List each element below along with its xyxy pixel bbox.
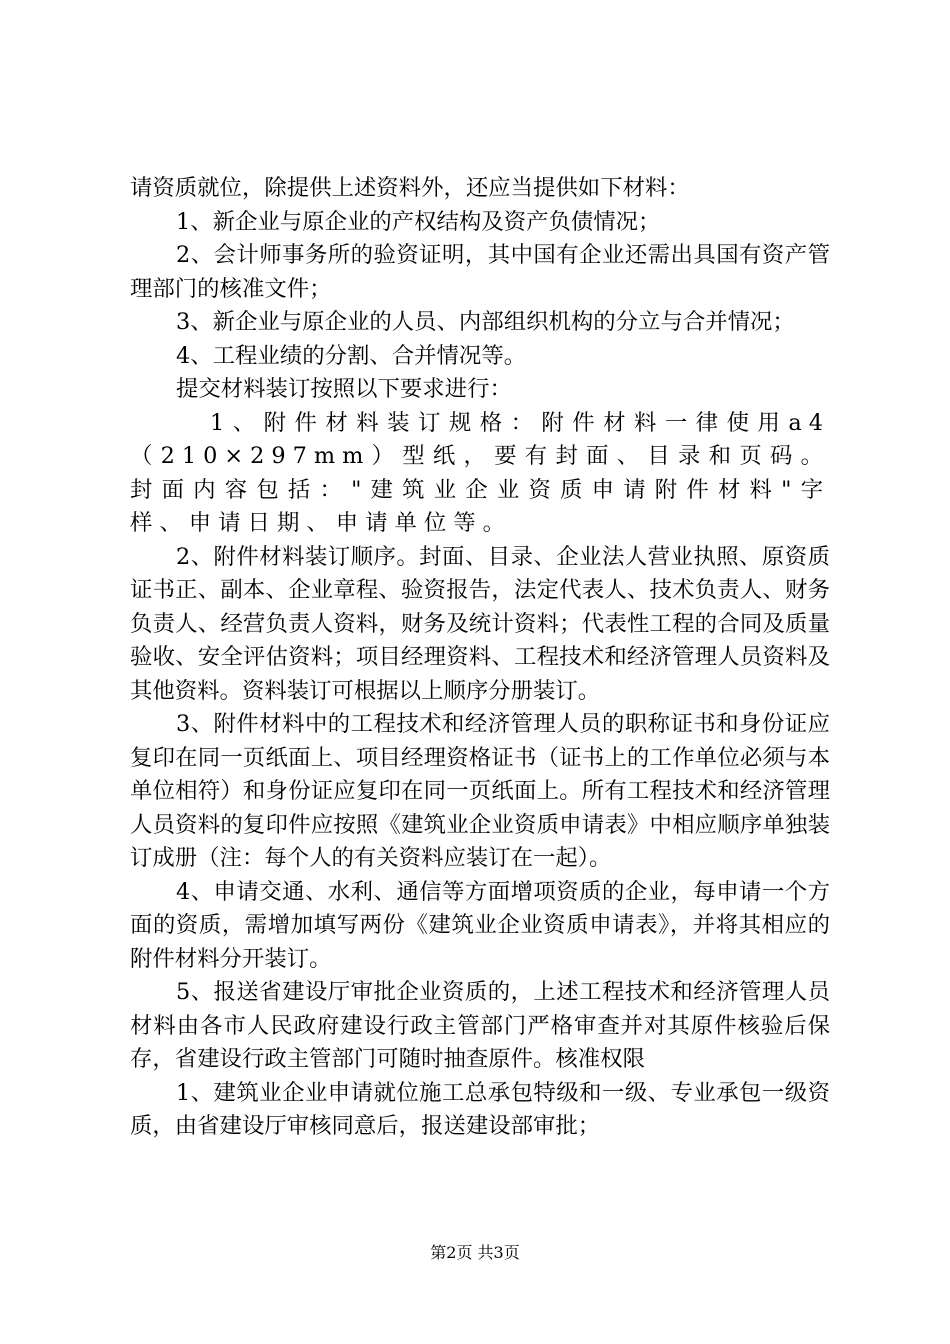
paragraph-continuation: 请资质就位，除提供上述资料外，还应当提供如下材料： xyxy=(130,175,690,201)
paragraph-item-2-capital-verification: 2、会计师事务所的验资证明，其中国有企业还需出具国有资产管理部门的核准文件； xyxy=(130,242,830,302)
paragraph-provincial-review: 5、报送省建设厅审批企业资质的，上述工程技术和经济管理人员材料由各市人民政府建设行政主管部门严格审查并对其原件核验后保存，省建设行政主管部门可随时抽查原件。核准权限 xyxy=(130,979,830,1072)
page-number-footer: 第2页 共3页 xyxy=(430,1243,520,1262)
paragraph-certificate-copies: 3、附件材料中的工程技术和经济管理人员的职称证书和身份证应复印在同一页纸面上、项目经理资格证书（证书上的工作单位必须与本单位相符）和身份证应复印在同一页纸面上。所有工程技术和经济管理人员资料的复印件应按照《建筑业企业资质申请表》中相应顺序单独装订成册（注：每个人的有关资料应装订在一起）。 xyxy=(130,711,830,871)
paragraph-additional-qualifications: 4、申请交通、水利、通信等方面增项资质的企业，每申请一个方面的资质，需增加填写两份《建筑业企业资质申请表》，并将其相应的附件材料分开装订。 xyxy=(130,878,830,972)
paragraph-binding-spec: 1、附件材料装订规格：附件材料一律使用a4（210×297mm）型纸，要有封面、目录和页码。封面内容包括："建筑业企业资质申请附件材料"字样、申请日期、申请单位等。 xyxy=(130,409,830,536)
paragraph-item-1-equity: 1、新企业与原企业的产权结构及资产负债情况； xyxy=(176,208,661,235)
paragraph-item-4-performance: 4、工程业绩的分割、合并情况等。 xyxy=(176,342,527,369)
paragraph-binding-requirements-heading: 提交材料装订按照以下要求进行： xyxy=(176,376,512,402)
document-body xyxy=(130,172,830,1144)
paragraph-approval-authority-1: 1、建筑业企业申请就位施工总承包特级和一级、专业承包一级资质，由省建设厅审核同意后，报送建设部审批； xyxy=(130,1079,830,1139)
paragraph-item-3-personnel: 3、新企业与原企业的人员、内部组织机构的分立与合并情况； xyxy=(176,309,795,335)
paragraph-binding-order: 2、附件材料装订顺序。封面、目录、企业法人营业执照、原资质证书正、副本、企业章程、验资报告，法定代表人、技术负责人、财务负责人、经营负责人资料，财务及统计资料；代表性工程的合同及质量验收、安全评估资料；项目经理资料、工程技术和经济管理人员资料及其他资料。资料装订可根据以上顺序分册装订。 xyxy=(130,543,830,704)
